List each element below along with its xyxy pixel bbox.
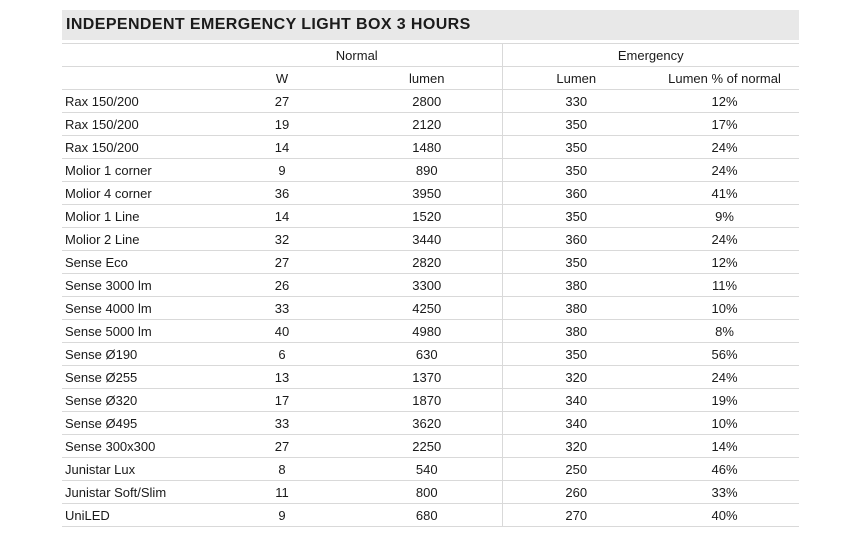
cell-product: Sense 3000 lm: [62, 274, 212, 297]
cell-lumen: 4250: [352, 297, 502, 320]
group-header-emergency: Emergency: [502, 44, 799, 67]
cell-product: Junistar Lux: [62, 458, 212, 481]
cell-w: 11: [212, 481, 352, 504]
cell-lumen-percent: 24%: [650, 228, 799, 251]
cell-lumen: 1480: [352, 136, 502, 159]
cell-product: Rax 150/200: [62, 136, 212, 159]
cell-lumen-percent: 14%: [650, 435, 799, 458]
cell-emergency-lumen: 350: [502, 343, 650, 366]
cell-lumen: 540: [352, 458, 502, 481]
cell-w: 14: [212, 136, 352, 159]
cell-w: 8: [212, 458, 352, 481]
cell-product: Sense Ø320: [62, 389, 212, 412]
table-row: [62, 458, 799, 481]
cell-product: Rax 150/200: [62, 113, 212, 136]
cell-product: Molior 2 Line: [62, 228, 212, 251]
table-row: [62, 343, 799, 366]
cell-lumen-percent: 17%: [650, 113, 799, 136]
cell-w: 19: [212, 113, 352, 136]
table-row: [62, 182, 799, 205]
cell-w: 13: [212, 366, 352, 389]
cell-emergency-lumen: 360: [502, 182, 650, 205]
cell-lumen-percent: 56%: [650, 343, 799, 366]
cell-lumen-percent: 19%: [650, 389, 799, 412]
cell-lumen-percent: 9%: [650, 205, 799, 228]
cell-lumen-percent: 46%: [650, 458, 799, 481]
cell-emergency-lumen: 250: [502, 458, 650, 481]
cell-emergency-lumen: 350: [502, 205, 650, 228]
column-header-emergency-lumen: Lumen: [502, 67, 650, 90]
cell-product: Molior 4 corner: [62, 182, 212, 205]
table-row: [62, 159, 799, 182]
cell-w: 6: [212, 343, 352, 366]
table-row: [62, 435, 799, 458]
cell-lumen: 2820: [352, 251, 502, 274]
cell-emergency-lumen: 270: [502, 504, 650, 527]
cell-lumen: 3950: [352, 182, 502, 205]
table-row: [62, 297, 799, 320]
cell-w: 36: [212, 182, 352, 205]
cell-lumen-percent: 10%: [650, 412, 799, 435]
cell-w: 33: [212, 297, 352, 320]
cell-w: 27: [212, 435, 352, 458]
cell-lumen: 3620: [352, 412, 502, 435]
cell-lumen-percent: 12%: [650, 251, 799, 274]
cell-emergency-lumen: 320: [502, 366, 650, 389]
cell-emergency-lumen: 350: [502, 159, 650, 182]
cell-product: Sense Ø190: [62, 343, 212, 366]
empty-group-header-cell: [62, 44, 212, 67]
cell-emergency-lumen: 350: [502, 136, 650, 159]
cell-lumen-percent: 33%: [650, 481, 799, 504]
cell-w: 27: [212, 90, 352, 113]
cell-w: 32: [212, 228, 352, 251]
cell-lumen: 4980: [352, 320, 502, 343]
cell-lumen-percent: 24%: [650, 366, 799, 389]
cell-emergency-lumen: 320: [502, 435, 650, 458]
table-body: [62, 90, 799, 527]
cell-lumen: 2120: [352, 113, 502, 136]
table-row: [62, 366, 799, 389]
cell-w: 17: [212, 389, 352, 412]
cell-emergency-lumen: 340: [502, 412, 650, 435]
table-row: [62, 412, 799, 435]
table-row: [62, 274, 799, 297]
cell-lumen-percent: 12%: [650, 90, 799, 113]
table-row: [62, 481, 799, 504]
cell-w: 26: [212, 274, 352, 297]
data-table: [62, 43, 799, 527]
cell-product: Sense Eco: [62, 251, 212, 274]
cell-lumen: 1870: [352, 389, 502, 412]
cell-product: Molior 1 Line: [62, 205, 212, 228]
cell-w: 33: [212, 412, 352, 435]
cell-w: 9: [212, 159, 352, 182]
cell-lumen-percent: 24%: [650, 159, 799, 182]
group-header-normal: Normal: [212, 44, 502, 67]
table-row: [62, 228, 799, 251]
cell-emergency-lumen: 380: [502, 274, 650, 297]
column-header-lumen-percent: Lumen % of normal: [650, 67, 799, 90]
table-row: [62, 320, 799, 343]
cell-lumen: 2800: [352, 90, 502, 113]
cell-emergency-lumen: 330: [502, 90, 650, 113]
cell-w: 14: [212, 205, 352, 228]
cell-lumen: 890: [352, 159, 502, 182]
cell-lumen: 1520: [352, 205, 502, 228]
cell-emergency-lumen: 360: [502, 228, 650, 251]
cell-w: 40: [212, 320, 352, 343]
table-title: INDEPENDENT EMERGENCY LIGHT BOX 3 HOURS: [62, 10, 799, 40]
cell-product: UniLED: [62, 504, 212, 527]
cell-emergency-lumen: 350: [502, 113, 650, 136]
cell-lumen-percent: 11%: [650, 274, 799, 297]
table-row: [62, 136, 799, 159]
table-row: [62, 205, 799, 228]
cell-product: Junistar Soft/Slim: [62, 481, 212, 504]
cell-w: 27: [212, 251, 352, 274]
cell-lumen-percent: 8%: [650, 320, 799, 343]
cell-product: Sense Ø255: [62, 366, 212, 389]
cell-lumen: 630: [352, 343, 502, 366]
cell-product: Rax 150/200: [62, 90, 212, 113]
table-row: [62, 504, 799, 527]
cell-lumen: 3440: [352, 228, 502, 251]
group-header-row: [62, 44, 799, 67]
cell-emergency-lumen: 380: [502, 320, 650, 343]
cell-lumen-percent: 40%: [650, 504, 799, 527]
cell-lumen-percent: 10%: [650, 297, 799, 320]
cell-lumen: 800: [352, 481, 502, 504]
cell-product: Sense 4000 lm: [62, 297, 212, 320]
column-header-row: [62, 67, 799, 90]
cell-product: Molior 1 corner: [62, 159, 212, 182]
cell-product: Sense 5000 lm: [62, 320, 212, 343]
cell-product: Sense Ø495: [62, 412, 212, 435]
table-row: [62, 90, 799, 113]
column-header-product: [62, 67, 212, 90]
cell-emergency-lumen: 340: [502, 389, 650, 412]
column-header-lumen: lumen: [352, 67, 502, 90]
cell-lumen: 680: [352, 504, 502, 527]
cell-product: Sense 300x300: [62, 435, 212, 458]
cell-emergency-lumen: 350: [502, 251, 650, 274]
emergency-light-table: [62, 10, 799, 527]
cell-lumen: 1370: [352, 366, 502, 389]
column-header-w: W: [212, 67, 352, 90]
table-row: [62, 251, 799, 274]
cell-lumen: 3300: [352, 274, 502, 297]
cell-emergency-lumen: 260: [502, 481, 650, 504]
cell-emergency-lumen: 380: [502, 297, 650, 320]
cell-w: 9: [212, 504, 352, 527]
table-row: [62, 113, 799, 136]
table-row: [62, 389, 799, 412]
cell-lumen-percent: 41%: [650, 182, 799, 205]
cell-lumen: 2250: [352, 435, 502, 458]
cell-lumen-percent: 24%: [650, 136, 799, 159]
